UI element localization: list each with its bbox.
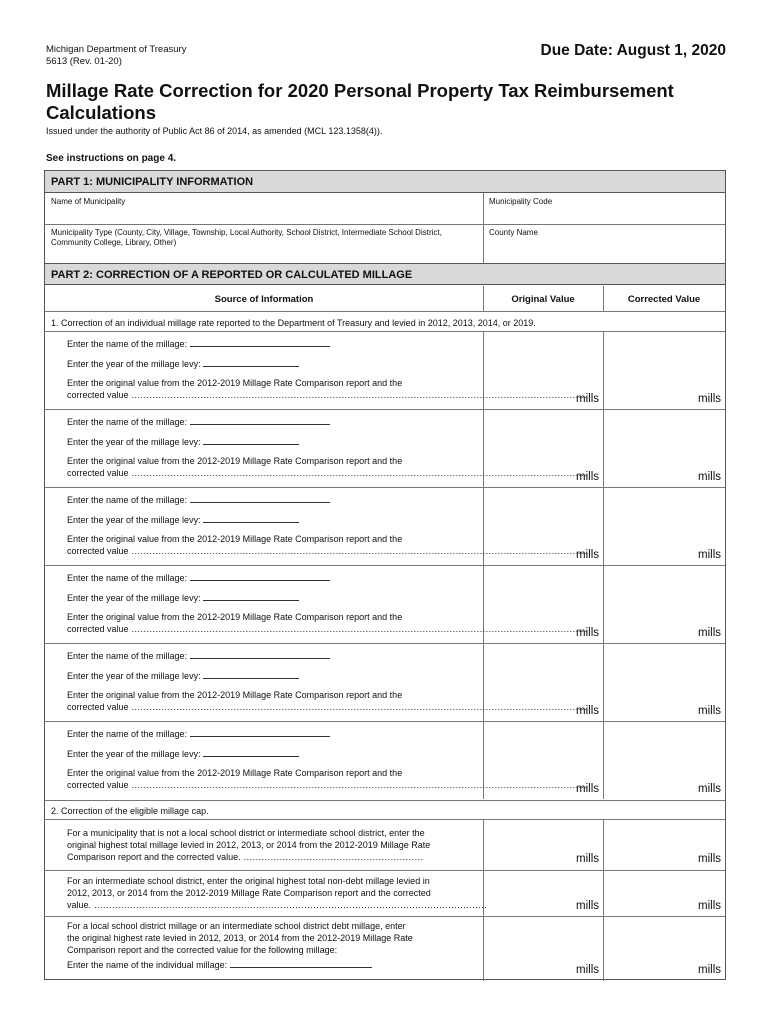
cap-school-line2: the original highest rate levied in 2012, 2013, or 2014 from the 2012-2019 Millage Rate [67,933,413,943]
cap-nonschool-original-value[interactable] [483,853,599,865]
value-prompt: Enter the original value from the 2012-2019 Millage Rate Comparison report and the corrected value ........................................................................................................................................................ [67,690,588,712]
value-prompt-line2: corrected value [67,780,129,790]
municipality-type-label: Municipality Type (County, City, Village, Township, Local Authority, School District, Intermediate School District, Community College, Library, Other) [51,228,442,247]
cap-school-corrected-value[interactable] [603,964,721,976]
mills-unit: mills [576,705,599,717]
corrected-value-field[interactable] [603,705,721,717]
corrected-value-column-header: Corrected Value [627,294,701,305]
millage-year-row [67,436,299,448]
form-title [46,80,706,124]
corrected-value-field[interactable] [603,627,721,639]
mills-unit: mills [698,964,721,976]
municipality-name-label: Name of Municipality [51,197,126,206]
mills-unit: mills [576,900,599,912]
corrected-value-field[interactable] [603,783,721,795]
part2-heading: PART 2: CORRECTION OF A REPORTED OR CALCULATED MILLAGE [45,263,725,285]
authority-note: Issued under the authority of Public Act 86 of 2014, as amended (MCL 123.1358(4)). [46,126,383,136]
mills-unit: mills [698,627,721,639]
original-value-field[interactable] [483,705,599,717]
row-divider [45,643,725,644]
form-title-line1: Millage Rate Correction for 2020 Personal Property Tax Reimbursement [46,80,674,101]
value-prompt-line2: corrected value [67,624,129,634]
millage-year-prompt: Enter the year of the millage levy: [67,749,201,759]
millage-year-prompt: Enter the year of the millage levy: [67,671,201,681]
original-value-column-header: Original Value [511,294,575,305]
cap-isd-corrected-value[interactable] [603,900,721,912]
row-divider [45,721,725,722]
row-divider [45,409,725,410]
corrected-value-field[interactable] [603,471,721,483]
mills-unit: mills [698,900,721,912]
original-value-field[interactable] [483,549,599,561]
cap-nonschool-corrected-value[interactable] [603,853,721,865]
millage-year-row [67,670,299,682]
cap-isd-line1: For an intermediate school district, enter the original highest total non-debt millage levied in [67,876,430,886]
millage-name-prompt: Enter the name of the millage: [67,495,188,505]
mills-unit: mills [576,964,599,976]
value-prompt: Enter the original value from the 2012-2019 Millage Rate Comparison report and the corrected value ........................................................................................................................................................ [67,378,588,400]
original-value-field[interactable] [483,393,599,405]
millage-year-prompt: Enter the year of the millage levy: [67,359,201,369]
millage-year-field[interactable] [203,670,299,679]
cap-nonschool-line1: For a municipality that is not a local school district or intermediate school district, enter the [67,828,425,838]
value-prompt-line1: Enter the original value from the 2012-2019 Millage Rate Comparison report and the [67,534,403,544]
millage-name-field[interactable] [190,338,330,347]
cap-isd-text: For an intermediate school district, enter the original highest total non-debt millage levied in 2012, 2013, or 2014 from the 2012-2019 Millage Rate Comparison report and the corrected value. ................................................................................................................................... [67,876,488,910]
municipality-code-label: Municipality Code [489,197,553,206]
mills-unit: mills [698,471,721,483]
millage-name-prompt: Enter the name of the millage: [67,573,188,583]
value-prompt-line2: corrected value [67,390,129,400]
millage-year-prompt: Enter the year of the millage levy: [67,593,201,603]
mills-unit: mills [698,549,721,561]
millage-year-field[interactable] [203,358,299,367]
millage-name-prompt: Enter the name of the millage: [67,651,188,661]
millage-name-field[interactable] [190,416,330,425]
millage-name-row [67,338,330,350]
item2-heading: 2. Correction of the eligible millage cap. [51,806,209,816]
original-value-field[interactable] [483,627,599,639]
corrected-value-field[interactable] [603,393,721,405]
value-prompt-line2: corrected value [67,702,129,712]
cap-school-line4: Enter the name of the individual millage: [67,960,228,970]
value-prompt: Enter the original value from the 2012-2019 Millage Rate Comparison report and the corrected value ........................................................................................................................................................ [67,456,588,478]
cap-isd-line3: value. [67,900,92,910]
county-name-label: County Name [489,228,538,237]
form-body [44,170,726,980]
millage-year-row [67,592,299,604]
value-prompt: Enter the original value from the 2012-2019 Millage Rate Comparison report and the corrected value ........................................................................................................................................................ [67,768,588,790]
value-prompt-line2: corrected value [67,546,129,556]
cap-isd-line2: 2012, 2013, or 2014 from the 2012-2019 Millage Rate Comparison report and the corrected [67,888,431,898]
millage-name-row [67,572,330,584]
source-column-header: Source of Information [214,294,314,305]
millage-year-row [67,514,299,526]
value-prompt: Enter the original value from the 2012-2019 Millage Rate Comparison report and the corrected value ........................................................................................................................................................ [67,534,588,556]
millage-year-prompt: Enter the year of the millage levy: [67,437,201,447]
mills-unit: mills [576,853,599,865]
value-prompt-line1: Enter the original value from the 2012-2019 Millage Rate Comparison report and the [67,456,403,466]
cap-nonschool-line2: original highest total millage levied in 2012, 2013, or 2014 from the 2012-2019 Millage Rate [67,840,431,850]
millage-name-field[interactable] [190,728,330,737]
millage-year-row [67,358,299,370]
mills-unit: mills [698,783,721,795]
value-prompt-line2: corrected value [67,468,129,478]
millage-name-prompt: Enter the name of the millage: [67,729,188,739]
millage-year-field[interactable] [203,436,299,445]
agency-name: Michigan Department of Treasury [46,44,187,55]
millage-name-prompt: Enter the name of the millage: [67,339,188,349]
value-prompt-line1: Enter the original value from the 2012-2019 Millage Rate Comparison report and the [67,768,403,778]
millage-year-prompt: Enter the year of the millage levy: [67,515,201,525]
millage-year-field[interactable] [203,592,299,601]
cap-isd-original-value[interactable] [483,900,599,912]
millage-year-field[interactable] [203,514,299,523]
mills-unit: mills [698,705,721,717]
millage-name-field[interactable] [190,572,330,581]
row-divider [45,487,725,488]
cap-nonschool-text: For a municipality that is not a local school district or intermediate school district, enter the original highest total millage levied in 2012, 2013, or 2014 from the 2012-2019 Millage Rate Comparison report and the corrected value. ............................................................ [67,827,481,863]
corrected-value-field[interactable] [603,549,721,561]
millage-name-row [67,728,330,740]
millage-year-field[interactable] [203,748,299,757]
value-prompt-line1: Enter the original value from the 2012-2019 Millage Rate Comparison report and the [67,378,403,388]
mills-unit: mills [576,627,599,639]
value-prompt-line1: Enter the original value from the 2012-2019 Millage Rate Comparison report and the [67,612,403,622]
millage-name-row [67,416,330,428]
mills-unit: mills [576,471,599,483]
form-number: 5613 (Rev. 01-20) [46,56,122,67]
due-date: Due Date: August 1, 2020 [540,42,726,59]
cap-school-original-value[interactable] [483,964,599,976]
cap-school-line3: Comparison report and the corrected value for the following millage: [67,945,338,955]
part1-heading: PART 1: MUNICIPALITY INFORMATION [45,171,725,193]
item1-heading: 1. Correction of an individual millage rate reported to the Department of Treasury and levied in 2012, 2013, 2014, or 2019. [51,318,536,328]
value-prompt-line1: Enter the original value from the 2012-2019 Millage Rate Comparison report and the [67,690,403,700]
millage-name-row [67,650,330,662]
mills-unit: mills [576,549,599,561]
millage-name-prompt: Enter the name of the millage: [67,417,188,427]
cap-school-line1: For a local school district millage or an intermediate school district debt millage, enter [67,921,406,931]
form-header-agency [46,44,186,68]
mills-unit: mills [698,393,721,405]
form-title-line2: Calculations [46,102,156,123]
mills-unit: mills [576,393,599,405]
millage-year-row [67,748,299,760]
value-prompt: Enter the original value from the 2012-2019 Millage Rate Comparison report and the corrected value ........................................................................................................................................................ [67,612,588,634]
original-value-field[interactable] [483,783,599,795]
individual-millage-name-field[interactable] [230,959,372,968]
instructions-note: See instructions on page 4. [46,153,177,164]
millage-name-field[interactable] [190,494,330,503]
mills-unit: mills [576,783,599,795]
row-divider [45,565,725,566]
millage-name-field[interactable] [190,650,330,659]
cap-nonschool-line3: Comparison report and the corrected value. [67,852,241,862]
original-value-field[interactable] [483,471,599,483]
mills-unit: mills [698,853,721,865]
cap-school-text [67,920,481,971]
millage-name-row [67,494,330,506]
